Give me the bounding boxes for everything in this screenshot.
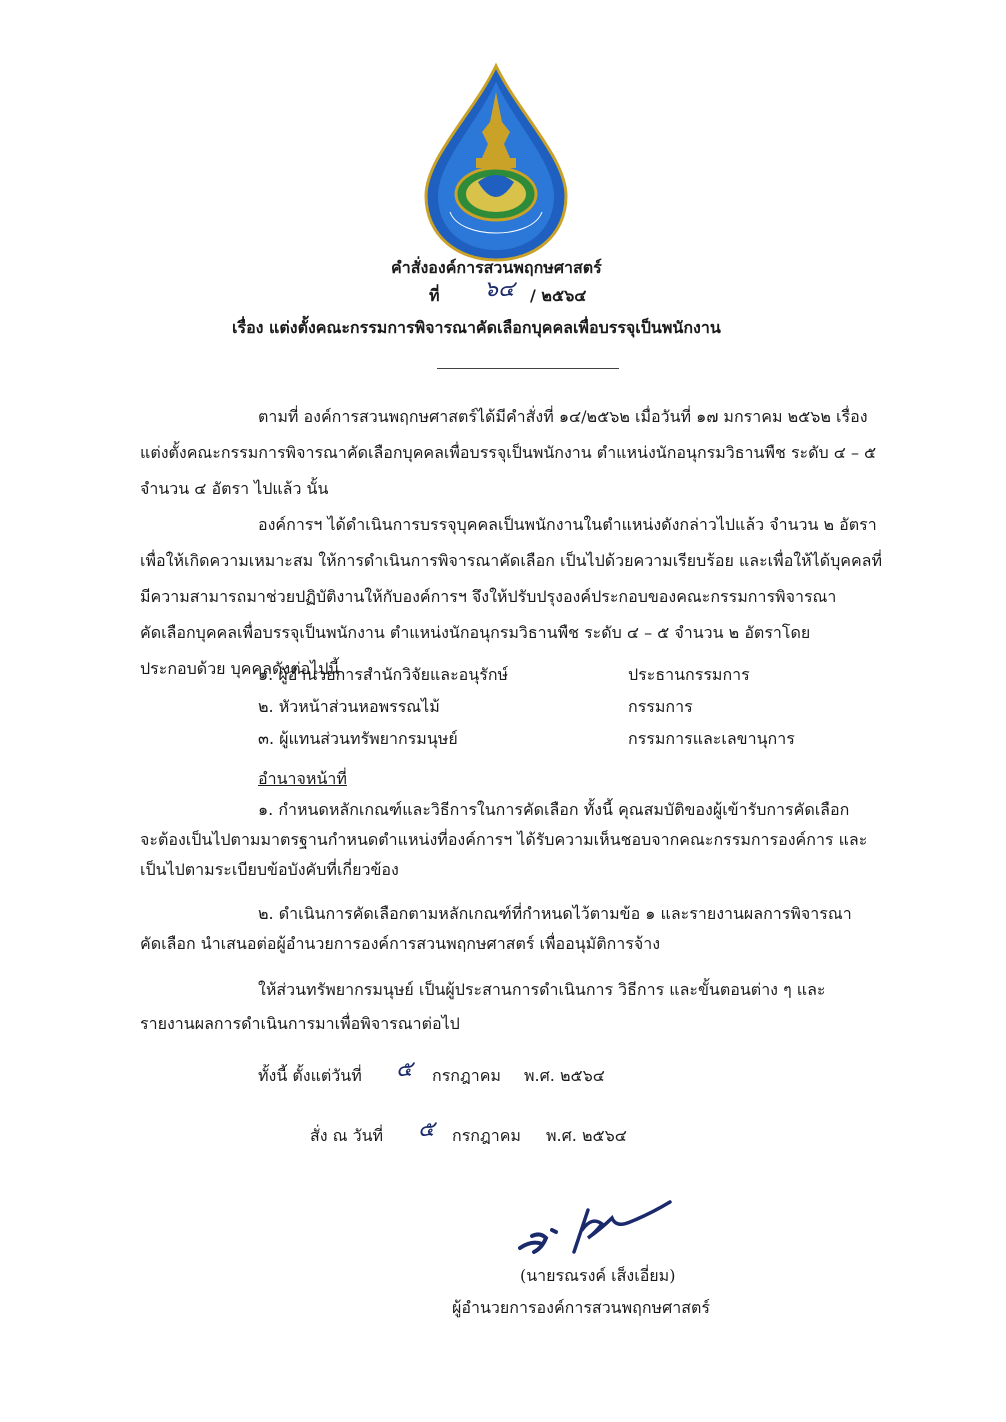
logo-organization-emblem [420,62,572,264]
duty-2-line-1: ๒. ดำเนินการคัดเลือกตามหลักเกณฑ์ที่กำหนดไว้ตามข้อ ๑ และรายงานผลการพิจารณา [258,904,852,923]
paragraph-2-line-4: คัดเลือกบุคคลเพื่อบรรจุเป็นพนักงาน ตำแหน่งนักอนุกรมวิธานพืช ระดับ ๔ – ๕ จำนวน ๒ อัตราโดย [140,623,811,642]
order-number-handwritten: ๖๔ [484,277,515,302]
order-date-month: กรกฎาคม [452,1126,521,1145]
member-3-role: กรรมการและเลขานุการ [628,729,795,748]
duties-heading: อำนาจหน้าที่ [258,769,347,788]
member-1-role: ประธานกรรมการ [628,665,750,684]
paragraph-1-line-2: แต่งตั้งคณะกรรมการพิจารณาคัดเลือกบุคคลเพื่อบรรจุเป็นพนักงาน ตำแหน่งนักอนุกรมวิธานพืช ระดับ ๔ – ๕ [140,443,877,462]
order-subject: เรื่อง แต่งตั้งคณะกรรมการพิจารณาคัดเลือกบุคคลเพื่อบรรจุเป็นพนักงาน [232,318,721,337]
order-date-year: พ.ศ. ๒๕๖๔ [546,1126,627,1145]
signatory-name: (นายรณรงค์ เส็งเอี่ยม) [520,1266,676,1285]
signatory-position: ผู้อำนวยการองค์การสวนพฤกษศาสตร์ [452,1298,710,1317]
paragraph-3-line-1: ให้ส่วนทรัพยากรมนุษย์ เป็นผู้ประสานการดำเนินการ วิธีการ และขั้นตอนต่าง ๆ และ [258,980,826,999]
duty-2-line-2: คัดเลือก นำเสนอต่อผู้อำนวยการองค์การสวนพฤกษศาสตร์ เพื่ออนุมัติการจ้าง [140,934,661,953]
paragraph-1-line-1: ตามที่ องค์การสวนพฤกษศาสตร์ได้มีคำสั่งที่ ๑๔/๒๕๖๒ เมื่อวันที่ ๑๗ มกราคม ๒๕๖๒ เรื่อง [258,407,868,426]
order-date-prefix: สั่ง ณ วันที่ [310,1126,384,1145]
paragraph-2-line-5: ประกอบด้วย บุคคลดังต่อไปนี้ [140,659,340,678]
member-1-name: ๑. ผู้อำนวยการสำนักวิจัยและอนุรักษ์ [258,665,509,684]
member-3-name: ๓. ผู้แทนส่วนทรัพยากรมนุษย์ [258,729,458,748]
order-number-year: / ๒๕๖๔ [530,286,587,305]
duty-1-line-3: เป็นไปตามระเบียบข้อบังคับที่เกี่ยวข้อง [140,860,399,879]
effective-date-month: กรกฎาคม [432,1066,501,1085]
effective-date-prefix: ทั้งนี้ ตั้งแต่วันที่ [258,1066,362,1085]
paragraph-2-line-3: มีความสามารถมาช่วยปฏิบัติงานให้กับองค์การฯ จึงให้ปรับปรุงองค์ประกอบของคณะกรรมการพิจารณา [140,587,837,606]
document-title: คำสั่งองค์การสวนพฤกษศาสตร์ [391,258,602,277]
paragraph-2-line-2: เพื่อให้เกิดความเหมาะสม ให้การดำเนินการพิจารณาคัดเลือก เป็นไปด้วยความเรียบร้อย และเพื่อให้ได้บุคคลที่ [140,551,883,570]
member-2-role: กรรมการ [628,697,693,716]
effective-date-day: ๕ [396,1057,413,1082]
order-date-day: ๕ [418,1117,435,1142]
effective-date-year: พ.ศ. ๒๕๖๔ [524,1066,605,1085]
duty-1-line-2: จะต้องเป็นไปตามมาตรฐานกำหนดตำแหน่งที่องค์การฯ ได้รับความเห็นชอบจากคณะกรรมการองค์การ และ [140,830,868,849]
signature-image [512,1196,692,1266]
header-divider [437,368,619,369]
paragraph-3-line-2: รายงานผลการดำเนินการมาเพื่อพิจารณาต่อไป [140,1014,460,1033]
paragraph-1-line-3: จำนวน ๔ อัตรา ไปแล้ว นั้น [140,479,329,498]
member-2-name: ๒. หัวหน้าส่วนหอพรรณไม้ [258,697,440,716]
order-number-prefix: ที่ [429,286,440,305]
paragraph-2-line-1: องค์การฯ ได้ดำเนินการบรรจุบุคคลเป็นพนักงานในตำแหน่งดังกล่าวไปแล้ว จำนวน ๒ อัตรา [258,515,877,534]
duty-1-line-1: ๑. กำหนดหลักเกณฑ์และวิธีการในการคัดเลือก ทั้งนี้ คุณสมบัติของผู้เข้ารับการคัดเลือก [258,800,850,819]
